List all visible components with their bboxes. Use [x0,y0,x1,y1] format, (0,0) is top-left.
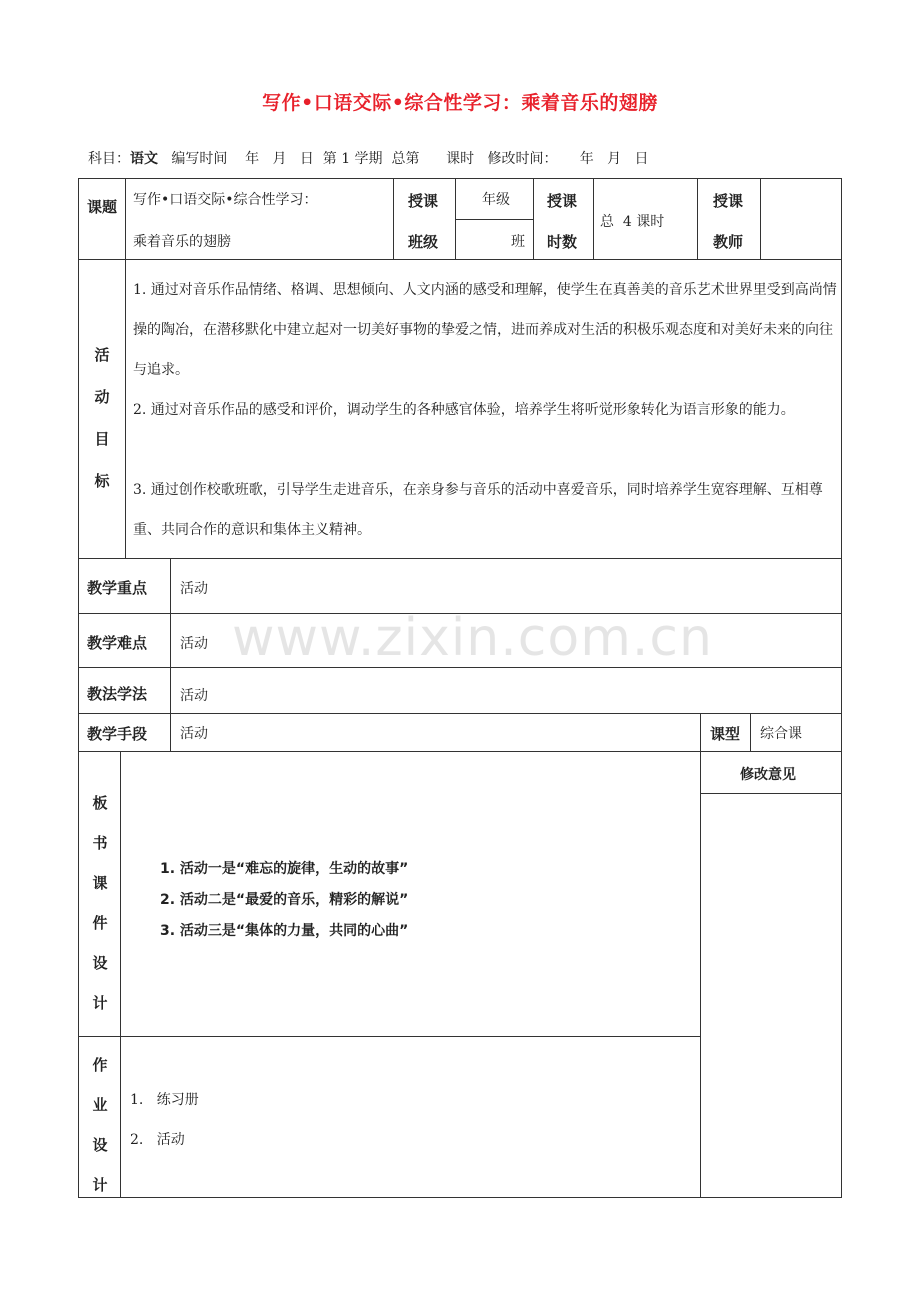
revision-label: 修改意见 [740,767,796,783]
difficult-points-label: 教学难点 [87,634,148,652]
homework-item-2: 2. 活动 [130,1132,185,1148]
goal-item-2: 2. 通过对音乐作品的感受和评价，调动学生的各种感官体验，培养学生将听觉形象转化为语言形象的能力。 [133,402,795,418]
board-label-char: 计 [92,994,108,1012]
class-label-bottom: 班级 [408,233,439,251]
board-item-3: 3. 活动三是“集体的力量，共同的心曲” [160,923,409,939]
topic-line2: 乘着音乐的翅膀 [133,234,231,250]
topic-label [82,196,122,217]
homework-label [80,1045,120,1205]
board-label-char: 设 [92,954,108,972]
board-label-char: 件 [92,914,108,932]
hours-label-top: 授课 [547,192,578,210]
goals-label [82,334,122,502]
goals-label-char: 标 [94,472,110,490]
class-unit: 班 [511,234,525,250]
teacher-label-bottom: 教师 [713,233,744,251]
meta-line [88,148,648,168]
meta-rest: 编写时间 年 月 日 第 1 学期 总第 课时 修改时间： 年 月 日 [158,151,649,167]
subject-value: 语文 [130,151,158,167]
lesson-type-label: 课型 [710,725,741,743]
method-label: 教法学法 [87,685,148,703]
homework-label-char: 作 [92,1056,108,1074]
lesson-type-value: 综合课 [760,726,802,742]
homework-label-char: 计 [92,1176,108,1194]
means-label: 教学手段 [87,725,148,743]
method-value: 活动 [180,688,208,704]
homework-label-char: 业 [92,1096,108,1114]
topic-label-text: 课题 [86,198,117,216]
hours-value: 总 4 课时 [600,214,665,230]
class-label-top: 授课 [408,192,439,210]
page-title: 写作•口语交际•综合性学习：乘着音乐的翅膀 [262,92,658,114]
topic-line1: 写作•口语交际•综合性学习： [133,192,318,208]
board-label-char: 书 [92,834,108,852]
means-value: 活动 [180,726,208,742]
goals-label-char: 活 [94,346,110,364]
key-points-label: 教学重点 [87,579,148,597]
subject-label: 科目： [88,151,130,167]
goal-item-3: 3. 通过创作校歌班歌，引导学生走进音乐，在亲身参与音乐的活动中喜爱音乐，同时培养学生宽容理解、互相尊重、共同合作的意识和集体主义精神。 [133,482,823,538]
board-label-char: 板 [92,794,108,812]
grade-value: 年级 [482,192,510,208]
difficult-points-value: 活动 [180,636,208,652]
goals-label-char: 动 [94,388,110,406]
board-label [80,783,120,1023]
board-item-2: 2. 活动二是“最爱的音乐，精彩的解说” [160,892,409,908]
homework-item-1: 1. 练习册 [130,1092,199,1108]
key-points-value: 活动 [180,581,208,597]
goal-item-1: 1. 通过对音乐作品情绪、格调、思想倾向、人文内涵的感受和理解，使学生在真善美的音乐艺术世界里受到高尚情操的陶冶，在潜移默化中建立起对一切美好事物的挚爱之情，进而养成对生活的积极乐观态度和对美好未来的向往与追求。 [133,282,837,378]
hours-label-bottom: 时数 [547,233,578,251]
homework-label-char: 设 [92,1136,108,1154]
board-item-1: 1. 活动一是“难忘的旋律，生动的故事” [160,861,409,877]
watermark: www.zixin.com.cn [232,608,713,668]
board-label-char: 课 [92,874,108,892]
goals-label-char: 目 [94,430,110,448]
teacher-label-top: 授课 [713,192,744,210]
